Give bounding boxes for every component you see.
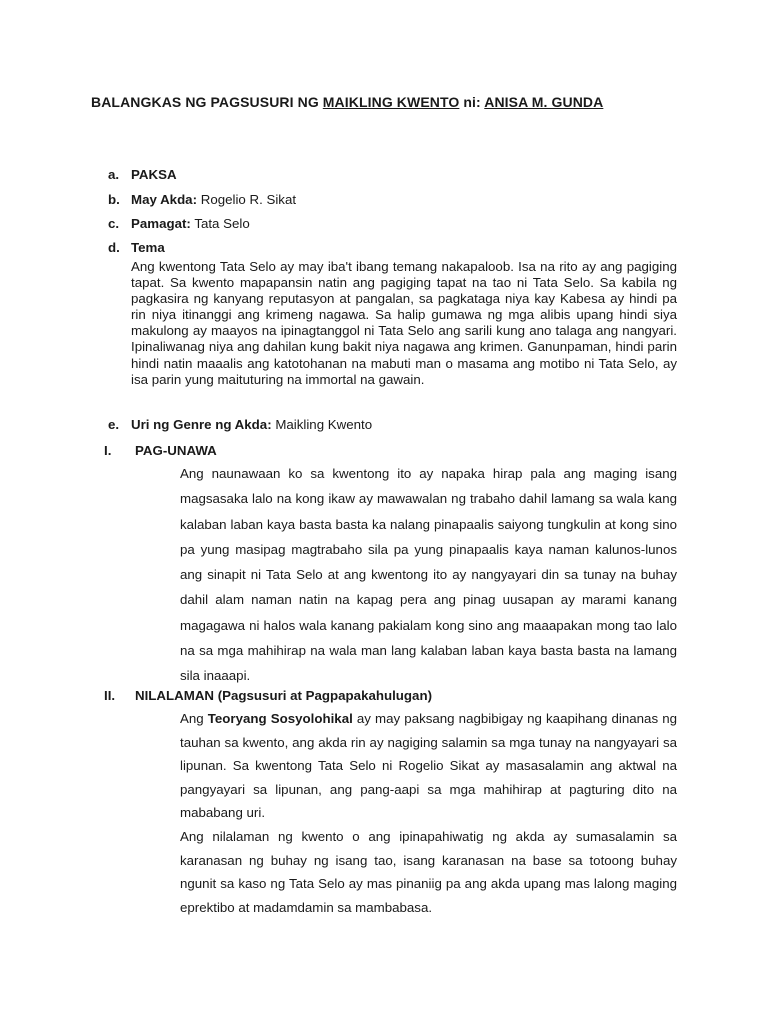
outline-item-paksa xyxy=(108,167,177,182)
tema-paragraph: Ang kwentong Tata Selo ay may iba't ibang temang nakapaloob. Isa na rito ay ang pagiging tapat. Sa kwento mapapansin natin ang pagiging tapat na tao ni Tata Selo. Sa kabila ng pagkasira ng kanyang reputasyon at pangalan, sa pagkataga niya kay Kabesa ay hindi pa rin niya itinanggi ang krimeng nagawa. Sa halip gumawa ng mga alibis upang hindi siya makulong ay maayos na ipinagtanggol ni Tata Selo ang sarili kung ano talaga ang nangyari. Ipinaliwanag niya ang dahilan kung bakit niya nagawa ang krimen. Ganunpaman, hindi parin hindi natin maaalis ang katotohanan na mabuti man o masama ang motibo ni Tata Selo, ay isa parin yung maituturing na immortal na gawain. xyxy=(131,259,677,387)
section-title: PAG-UNAWA xyxy=(135,443,217,458)
outline-value: Tata Selo xyxy=(190,216,250,231)
pag-unawa-paragraph: Ang naunawaan ko sa kwentong ito ay napaka hirap pala ang maging isang magsasaka lalo na kong ikaw ay mawawalan ng trabaho dahil lamang sa wala kang kalaban laban kaya basta basta ka nalang pinapaalis saiyong tungkulin at kong sino pa yung masipag magtrabaho sila pa yung pinapaalis kaya naman kalunos-lunos ang sinapit ni Tata Selo at ang kwentong ito ay nangyayari din sa tunay na buhay dahil alam naman natin na kapag pera ang pinag uusapan ay marami kanang magagawa ni halos wala kanang pakialam kong sino ang maaapakan mong tao lalo na sa mga mahihirap na wala man lang kalaban laban kaya basta basta na lamang sila inaaapi. xyxy=(180,466,677,684)
outline-label: Uri ng Genre ng Akda: xyxy=(131,417,272,432)
outline-item-tema xyxy=(108,240,165,255)
title-prefix: BALANGKAS NG PAGSUSURI NG xyxy=(91,94,323,110)
section-marker: II. xyxy=(104,688,116,703)
outline-marker: c. xyxy=(108,216,120,231)
section-heading-nilalaman xyxy=(104,688,432,703)
outline-label: Tema xyxy=(131,240,165,255)
outline-label: Pamagat: xyxy=(131,216,191,231)
outline-marker: b. xyxy=(108,192,120,207)
outline-marker: e. xyxy=(108,417,120,432)
outline-marker: d. xyxy=(108,240,120,255)
outline-label: PAKSA xyxy=(131,167,177,182)
nilalaman-paragraph-2: Ang nilalaman ng kwento o ang ipinapahiwatig ng akda ay sumasalamin sa karanasan ng buhay ng isang tao, isang karanasan na base sa totoong buhay ngunit sa kaso ng Tata Selo ay mas pinaniig pa ang akda upang mas lalong maging eprektibo at madamdamin sa mambabasa. xyxy=(180,828,677,915)
section-title: NILALAMAN (Pagsusuri at Pagpapakahulugan) xyxy=(135,688,432,703)
outline-value: Rogelio R. Sikat xyxy=(197,192,297,207)
outline-item-may-akda xyxy=(108,192,296,207)
section-heading-pag-unawa xyxy=(104,443,217,458)
outline-label: May Akda: xyxy=(131,192,198,207)
p1-lead: Ang xyxy=(180,711,208,726)
title-story-type: MAIKLING KWENTO xyxy=(322,94,460,110)
nilalaman-body xyxy=(180,707,677,919)
section-marker: I. xyxy=(104,443,112,458)
outline-item-pamagat xyxy=(108,216,250,231)
document-title xyxy=(91,94,603,110)
nilalaman-paragraph-1 xyxy=(180,707,677,825)
teoryang-sosyolohikal-term: Teoryang Sosyolohikal xyxy=(207,711,353,726)
outline-marker: a. xyxy=(108,167,120,182)
outline-item-genre xyxy=(108,417,372,432)
outline-value: Maikling Kwento xyxy=(271,417,373,432)
title-author: ANISA M. GUNDA xyxy=(484,94,604,110)
title-by-label: ni: xyxy=(459,94,485,110)
p1-rest: ay may paksang nagbibigay ng kaapihang dinanas ng tauhan sa kwento, ang akda rin ay nagiging salamin sa mga tunay na nangyayari sa lipunan. Sa kwentong Tata Selo ni Rogelio Sikat ay masasalamin ang aktwal na pangyayari sa lipunan, ang pang-aapi sa mga mahihirap at pagturing dito na mababang uri. xyxy=(180,711,677,821)
